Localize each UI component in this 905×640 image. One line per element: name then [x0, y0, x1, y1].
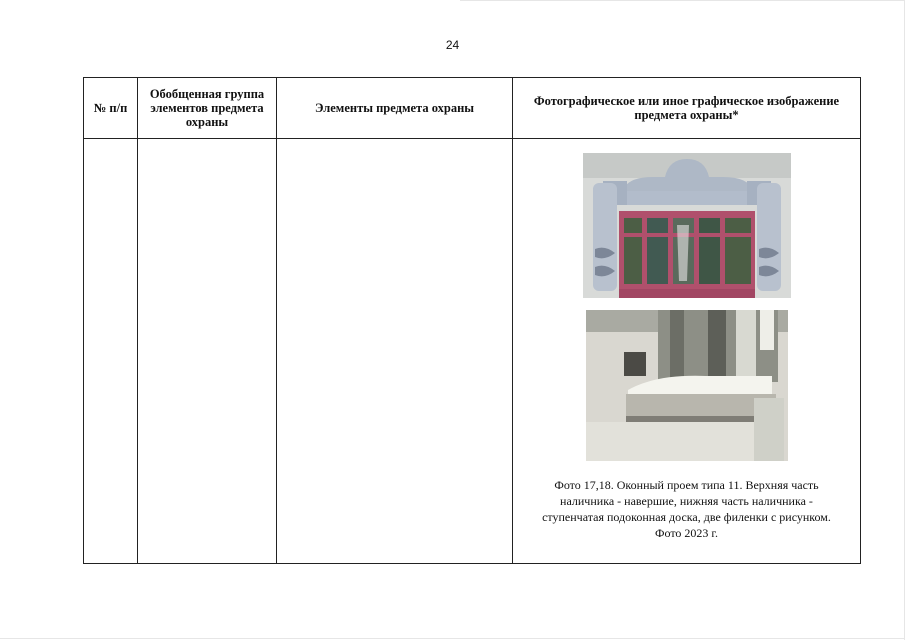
scan-edge-top	[460, 0, 905, 1]
cell-group	[138, 139, 277, 564]
header-photo: Фотографическое или иное графическое изображение предмета охраны*	[513, 78, 861, 139]
table-row	[84, 139, 861, 564]
photo-window-top	[583, 153, 791, 298]
scan-edge-bottom	[0, 638, 905, 639]
cell-number	[84, 139, 138, 564]
header-row	[84, 78, 861, 139]
header-number: № п/п	[84, 78, 138, 139]
cell-elements	[277, 139, 513, 564]
caption-line: ступенчатая подоконная доска, две филенки с рисунком.	[542, 510, 831, 524]
caption-line: наличника - навершие, нижняя часть наличника -	[560, 494, 813, 508]
photo-caption	[523, 477, 850, 541]
header-elements: Элементы предмета охраны	[277, 78, 513, 139]
photo-window-bottom	[586, 310, 788, 461]
caption-line: Фото 2023 г.	[655, 526, 718, 540]
caption-line: Фото 17,18. Оконный проем типа 11. Верхняя часть	[554, 478, 819, 492]
page-number: 24	[445, 38, 460, 52]
cell-photo	[513, 139, 861, 564]
heritage-table	[83, 77, 861, 564]
header-group: Обобщенная группа элементов предмета охраны	[138, 78, 277, 139]
